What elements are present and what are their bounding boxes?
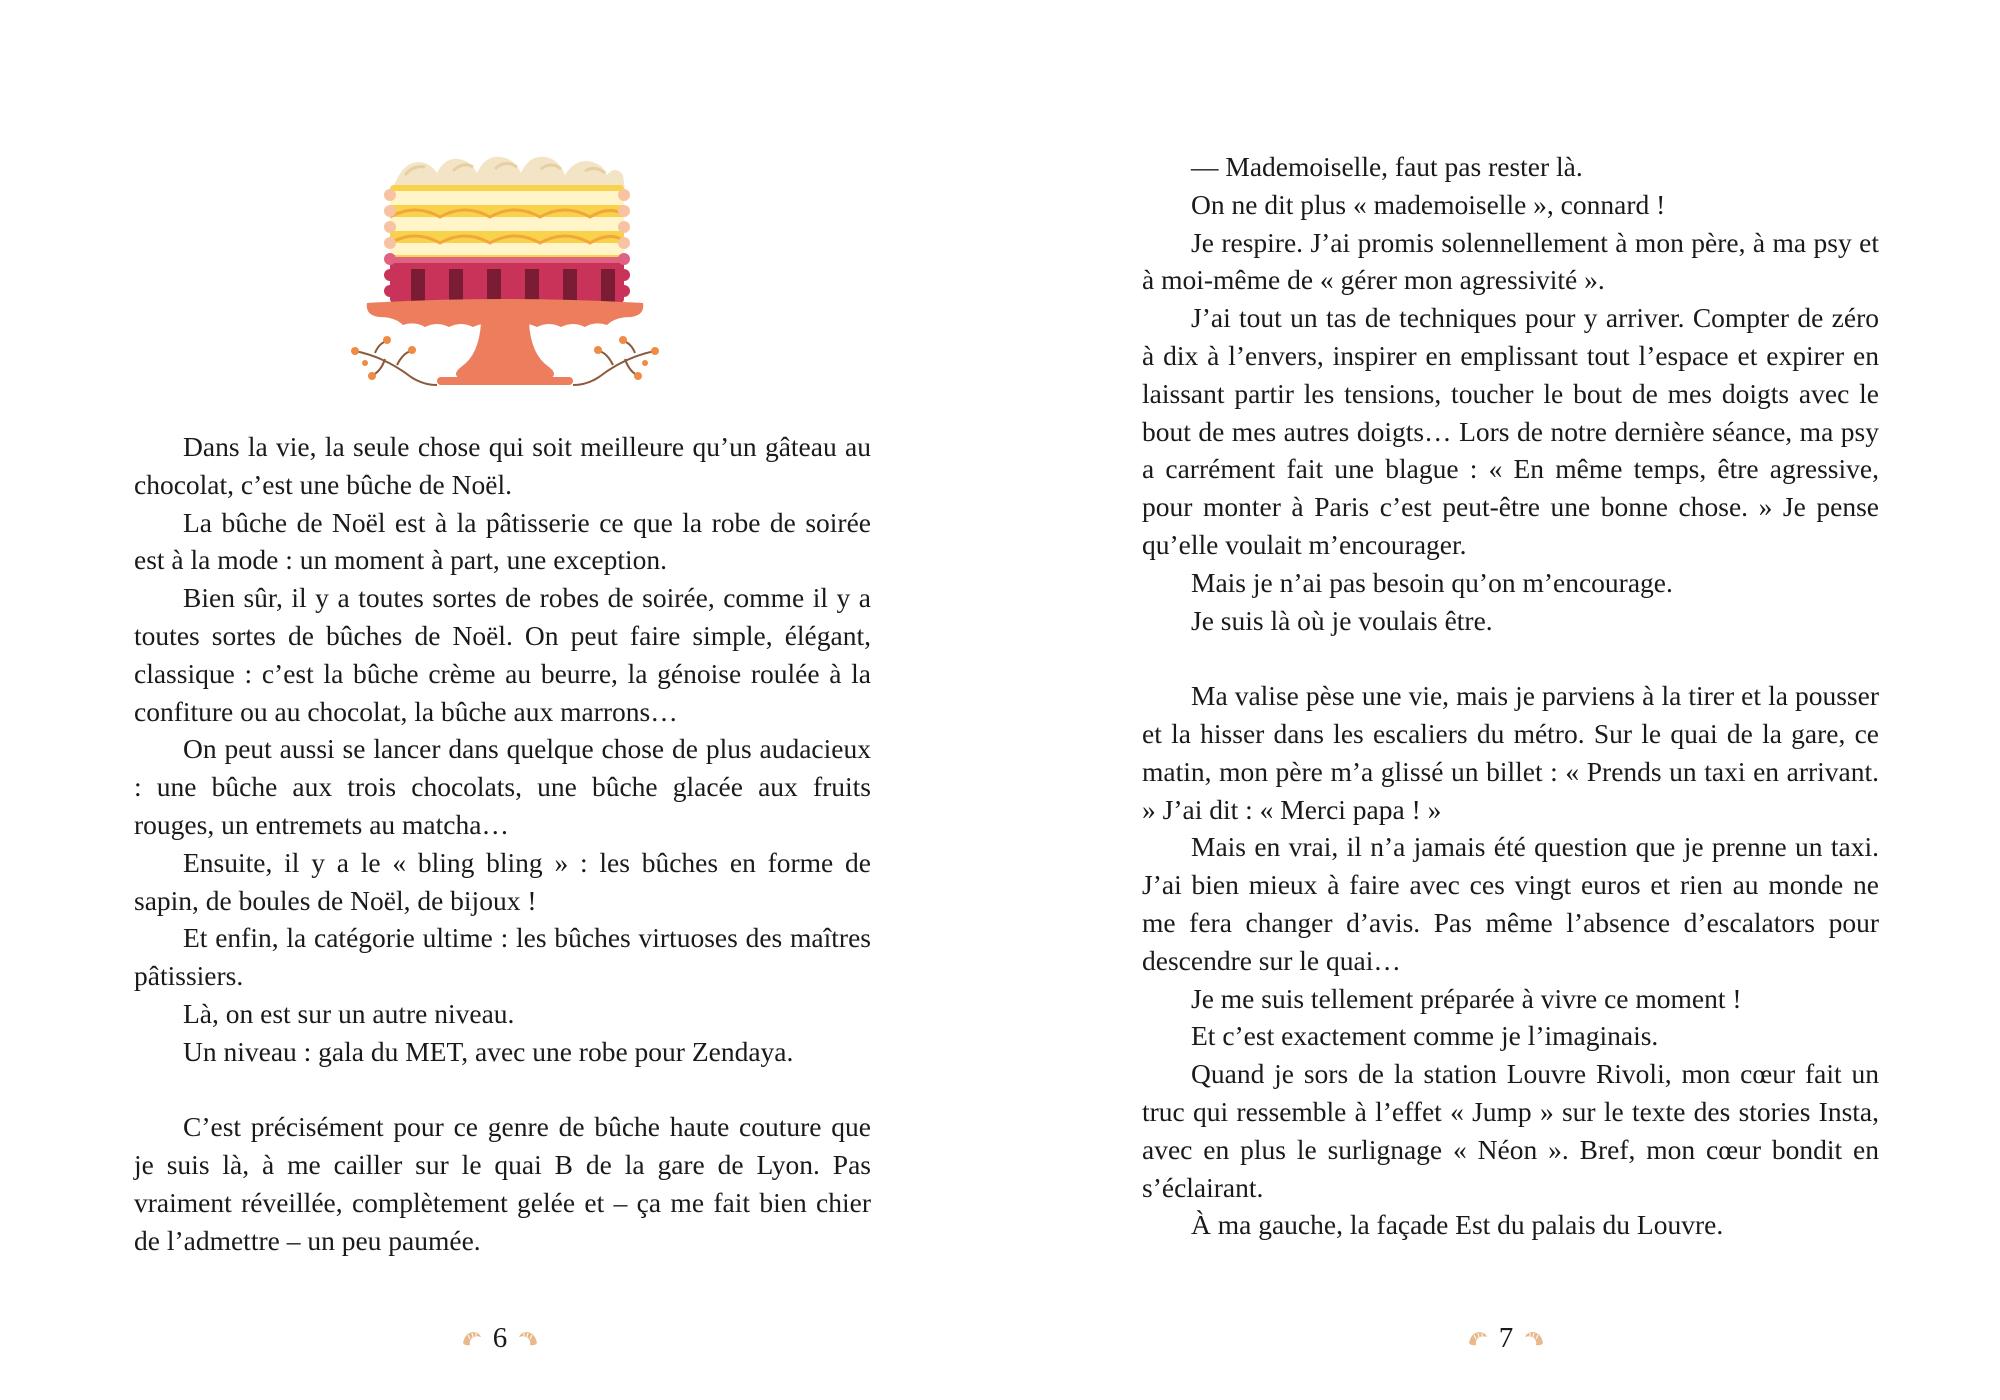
body-paragraph: Je respire. J’ai promis solennellement à mon père, à ma psy et à moi-même de « gérer mon agressivité ». <box>1142 226 1879 296</box>
croissant-ornament-icon <box>517 1329 539 1347</box>
cake-illustration <box>345 145 665 390</box>
body-paragraph: Là, on est sur un autre niveau. <box>183 997 515 1029</box>
body-paragraph: Je me suis tellement préparée à vivre ce moment ! <box>1191 982 1742 1014</box>
croissant-ornament-icon <box>1467 1329 1489 1347</box>
right-page-body-text <box>1142 148 1879 1244</box>
body-paragraph: Quand je sors de la station Louvre Rivoli, mon cœur fait un truc qui ressemble à l’effet « Jump » sur le texte des stories Insta, avec en plus le surlignage « Néon ». Bref, mon cœur bondit en s’éclairant. <box>1142 1058 1879 1203</box>
body-paragraph: Un niveau : gala du MET, avec une robe pour Zendaya. <box>183 1035 794 1067</box>
body-paragraph: — Mademoiselle, faut pas rester là. <box>1191 151 1583 182</box>
paragraph-gap <box>134 1071 871 1109</box>
body-paragraph: On ne dit plus « mademoiselle », connard ! <box>1191 188 1666 220</box>
body-paragraph: Et c’est exactement comme je l’imaginais. <box>1191 1020 1659 1052</box>
paragraph-gap <box>1142 639 1879 677</box>
body-paragraph: Ensuite, il y a le « bling bling » : les bûches en forme de sapin, de boules de Noël, de bijoux ! <box>134 846 871 916</box>
croissant-ornament-icon <box>1523 1329 1545 1347</box>
right-page <box>1000 0 2000 1400</box>
body-paragraph: Dans la vie, la seule chose qui soit meilleure qu’un gâteau au chocolat, c’est une bûche de Noël. <box>134 431 871 500</box>
cake-layers <box>390 185 624 303</box>
cake-stand <box>367 299 644 385</box>
body-paragraph: Bien sûr, il y a toutes sortes de robes de soirée, comme il y a toutes sortes de bûches de Noël. On peut faire simple, élégant, classique : c’est la bûche crème au beurre, la génoise roulée à la confiture ou au chocolat, la bûche aux marrons… <box>134 582 871 727</box>
page-number-text: 7 <box>1498 1322 1514 1354</box>
right-page-number <box>1406 1318 1606 1358</box>
page-number-text: 6 <box>492 1322 508 1354</box>
body-paragraph: La bûche de Noël est à la pâtisserie ce que la robe de soirée est à la mode : un moment à part, une exception. <box>134 506 871 576</box>
left-page-number <box>400 1318 600 1358</box>
left-page-body-text <box>134 428 871 1260</box>
body-paragraph: Ma valise pèse une vie, mais je parviens à la tirer et la pousser et la hisser dans les escaliers du métro. Sur le quai de la gare, ce matin, mon père m’a glissé un billet : « Prends un taxi en arrivant. » J’ai dit : « Merci papa ! » <box>1142 680 1879 825</box>
body-paragraph: Mais je n’ai pas besoin qu’on m’encourage. <box>1191 566 1673 598</box>
body-paragraph: À ma gauche, la façade Est du palais du Louvre. <box>1191 1209 1724 1241</box>
body-paragraph: C’est précisément pour ce genre de bûche haute couture que je suis là, à me cailler sur le quai B de la gare de Lyon. Pas vraiment réveillée, complètement gelée et – ça me fait bien chier de l’admettre – un peu paumée. <box>134 1111 871 1256</box>
cake-on-stand-icon <box>345 145 665 390</box>
body-paragraph: On peut aussi se lancer dans quelque chose de plus audacieux : une bûche aux trois chocolats, une bûche glacée aux fruits rouges, un entremets au matcha… <box>134 733 871 840</box>
body-paragraph: Et enfin, la catégorie ultime : les bûches virtuoses des maîtres pâtissiers. <box>134 922 871 992</box>
body-paragraph: J’ai tout un tas de techniques pour y arriver. Compter de zéro à dix à l’envers, inspirer en emplissant tout l’espace et expirer en laissant partir les tensions, toucher le bout de mes doigts avec le bout de mes autres doigts… Lors de notre dernière séance, ma psy a carrément fait une blague : « En même temps, être agressive, pour monter à Paris c’est peut-être une bonne chose. » Je pense qu’elle voulait m’encourager. <box>1142 302 1879 560</box>
body-paragraph: Mais en vrai, il n’a jamais été question que je prenne un taxi. J’ai bien mieux à faire avec ces vingt euros et rien au monde ne me fera changer d’avis. Pas même l’absence d’escalators pour descendre sur le quai… <box>1142 831 1879 976</box>
croissant-ornament-icon <box>461 1329 483 1347</box>
body-paragraph: Je suis là où je voulais être. <box>1191 604 1493 636</box>
